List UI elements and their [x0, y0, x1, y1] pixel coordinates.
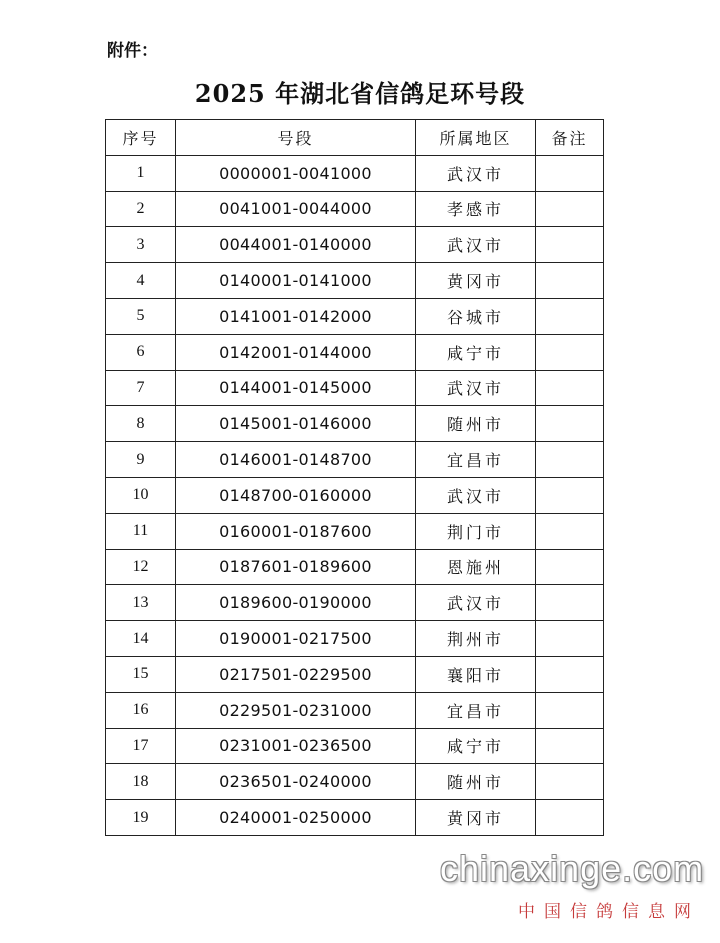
row-segment-cell: 0236501-0240000	[176, 764, 416, 800]
row-note-cell	[536, 191, 604, 227]
table-row	[106, 764, 604, 800]
row-note-cell	[536, 298, 604, 334]
row-segment-cell: 0144001-0145000	[176, 370, 416, 406]
row-note-cell	[536, 263, 604, 299]
row-region-cell: 咸宁市	[416, 728, 536, 764]
row-index-cell: 14	[106, 621, 176, 657]
table-row	[106, 155, 604, 191]
table-row	[106, 334, 604, 370]
row-note-cell	[536, 656, 604, 692]
row-segment-cell: 0231001-0236500	[176, 728, 416, 764]
table-row	[106, 406, 604, 442]
column-header-index: 序号	[106, 120, 176, 156]
row-note-cell	[536, 800, 604, 836]
table-row	[106, 477, 604, 513]
row-index-cell: 4	[106, 263, 176, 299]
row-region-cell: 咸宁市	[416, 334, 536, 370]
watermark-name: 中国信鸽信息网	[518, 902, 700, 922]
row-index-cell: 13	[106, 585, 176, 621]
row-note-cell	[536, 549, 604, 585]
row-segment-cell: 0142001-0144000	[176, 334, 416, 370]
row-region-cell: 武汉市	[416, 477, 536, 513]
row-region-cell: 黄冈市	[416, 263, 536, 299]
row-note-cell	[536, 370, 604, 406]
table-row	[106, 442, 604, 478]
row-index-cell: 18	[106, 764, 176, 800]
row-segment-cell: 0217501-0229500	[176, 656, 416, 692]
row-index-cell: 5	[106, 298, 176, 334]
attachment-label: 附件：	[107, 41, 158, 61]
watermark-site: chinaxinge.com	[440, 848, 705, 889]
row-index-cell: 9	[106, 442, 176, 478]
column-header-segment: 号段	[176, 120, 416, 156]
row-index-cell: 11	[106, 513, 176, 549]
table-row	[106, 549, 604, 585]
row-segment-cell: 0148700-0160000	[176, 477, 416, 513]
row-note-cell	[536, 692, 604, 728]
row-note-cell	[536, 155, 604, 191]
table-row	[106, 692, 604, 728]
table-row	[106, 728, 604, 764]
row-index-cell: 16	[106, 692, 176, 728]
table-row	[106, 656, 604, 692]
row-index-cell: 8	[106, 406, 176, 442]
row-note-cell	[536, 442, 604, 478]
row-region-cell: 襄阳市	[416, 656, 536, 692]
row-note-cell	[536, 764, 604, 800]
row-segment-cell: 0141001-0142000	[176, 298, 416, 334]
table-row	[106, 227, 604, 263]
table-header-row	[106, 120, 604, 156]
row-segment-cell: 0044001-0140000	[176, 227, 416, 263]
row-segment-cell: 0140001-0141000	[176, 263, 416, 299]
column-header-region: 所属地区	[416, 120, 536, 156]
row-region-cell: 荆门市	[416, 513, 536, 549]
row-region-cell: 谷城市	[416, 298, 536, 334]
row-note-cell	[536, 513, 604, 549]
table-row	[106, 263, 604, 299]
segment-table	[105, 119, 604, 836]
table-row	[106, 191, 604, 227]
row-index-cell: 12	[106, 549, 176, 585]
row-segment-cell: 0190001-0217500	[176, 621, 416, 657]
table-row	[106, 585, 604, 621]
row-region-cell: 随州市	[416, 764, 536, 800]
row-segment-cell: 0240001-0250000	[176, 800, 416, 836]
row-note-cell	[536, 728, 604, 764]
row-index-cell: 17	[106, 728, 176, 764]
row-index-cell: 3	[106, 227, 176, 263]
row-region-cell: 孝感市	[416, 191, 536, 227]
row-segment-cell: 0000001-0041000	[176, 155, 416, 191]
row-segment-cell: 0187601-0189600	[176, 549, 416, 585]
row-region-cell: 武汉市	[416, 155, 536, 191]
row-region-cell: 宜昌市	[416, 692, 536, 728]
row-note-cell	[536, 227, 604, 263]
row-note-cell	[536, 477, 604, 513]
table-row	[106, 621, 604, 657]
row-region-cell: 恩施州	[416, 549, 536, 585]
table-body	[106, 155, 604, 835]
table-row	[106, 298, 604, 334]
row-segment-cell: 0041001-0044000	[176, 191, 416, 227]
row-note-cell	[536, 406, 604, 442]
row-region-cell: 武汉市	[416, 227, 536, 263]
row-index-cell: 1	[106, 155, 176, 191]
row-note-cell	[536, 334, 604, 370]
row-region-cell: 黄冈市	[416, 800, 536, 836]
row-note-cell	[536, 621, 604, 657]
row-region-cell: 随州市	[416, 406, 536, 442]
row-index-cell: 2	[106, 191, 176, 227]
column-header-note: 备注	[536, 120, 604, 156]
row-note-cell	[536, 585, 604, 621]
row-index-cell: 6	[106, 334, 176, 370]
row-region-cell: 武汉市	[416, 585, 536, 621]
row-index-cell: 10	[106, 477, 176, 513]
page-title: 2025 年湖北省信鸽足环号段	[194, 79, 526, 108]
row-region-cell: 宜昌市	[416, 442, 536, 478]
row-segment-cell: 0146001-0148700	[176, 442, 416, 478]
row-index-cell: 19	[106, 800, 176, 836]
row-index-cell: 15	[106, 656, 176, 692]
table-row	[106, 370, 604, 406]
table-row	[106, 800, 604, 836]
row-segment-cell: 0189600-0190000	[176, 585, 416, 621]
row-segment-cell: 0160001-0187600	[176, 513, 416, 549]
row-region-cell: 荆州市	[416, 621, 536, 657]
row-index-cell: 7	[106, 370, 176, 406]
row-region-cell: 武汉市	[416, 370, 536, 406]
row-segment-cell: 0145001-0146000	[176, 406, 416, 442]
table-row	[106, 513, 604, 549]
row-segment-cell: 0229501-0231000	[176, 692, 416, 728]
